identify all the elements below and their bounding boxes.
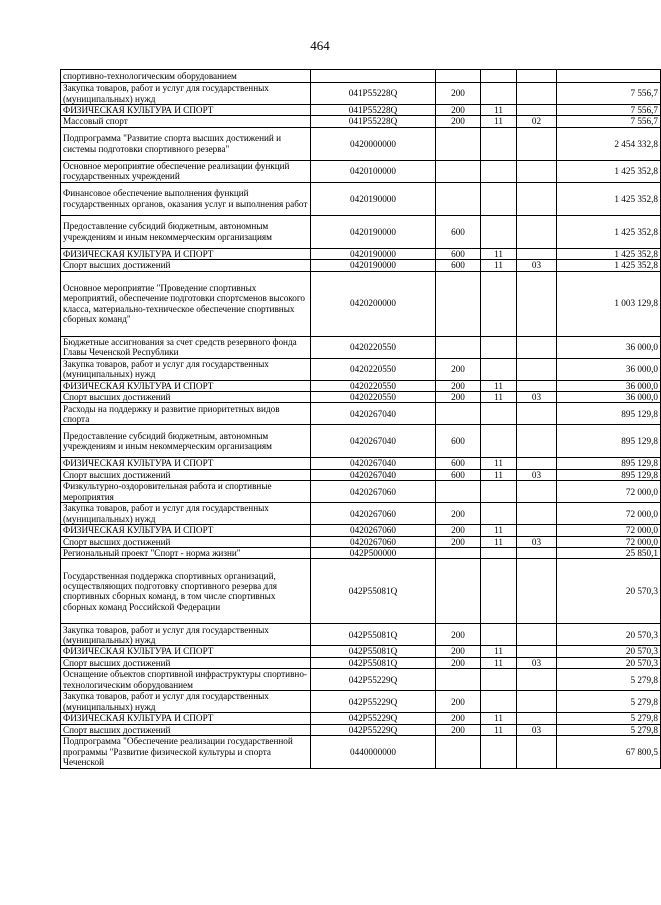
row-vr: 200	[436, 105, 481, 116]
row-name: ФИЗИЧЕСКАЯ КУЛЬТУРА И СПОРТ	[61, 458, 311, 469]
row-name: Подпрограмма "Обеспечение реализации государственной программы "Развитие физической культуры и спорта Чеченской	[61, 736, 311, 769]
row-amount: 36 000,0	[557, 392, 661, 403]
row-rz: 11	[481, 380, 517, 391]
row-pr	[517, 182, 557, 215]
table-row	[61, 536, 661, 547]
row-rz	[481, 425, 517, 458]
row-pr	[517, 83, 557, 105]
row-code: 0420267060	[311, 525, 436, 536]
row-amount: 20 570,3	[557, 657, 661, 668]
row-amount: 72 000,0	[557, 503, 661, 525]
row-vr: 200	[436, 713, 481, 724]
row-code: 0420267060	[311, 503, 436, 525]
row-amount: 5 279,8	[557, 724, 661, 735]
row-code: 041P55228Q	[311, 105, 436, 116]
row-name: Предоставление субсидий бюджетным, автономным учреждениям и иным некоммерческим организациям	[61, 215, 311, 248]
row-name: Бюджетные ассигнования за счет средств резервного фонда Главы Чеченской Республики	[61, 336, 311, 358]
table-row	[61, 736, 661, 769]
row-vr: 200	[436, 624, 481, 646]
row-rz	[481, 215, 517, 248]
row-code: 0420267040	[311, 469, 436, 480]
row-vr: 200	[436, 657, 481, 668]
row-pr: 02	[517, 116, 557, 127]
row-amount: 67 800,5	[557, 736, 661, 769]
row-pr: 03	[517, 469, 557, 480]
budget-table	[60, 69, 661, 769]
row-rz	[481, 669, 517, 691]
row-pr	[517, 646, 557, 657]
table-row	[61, 481, 661, 503]
table-row	[61, 336, 661, 358]
row-code: 0420220550	[311, 392, 436, 403]
row-rz	[481, 127, 517, 160]
row-pr	[517, 559, 557, 624]
table-row	[61, 713, 661, 724]
row-amount: 36 000,0	[557, 380, 661, 391]
row-vr: 200	[436, 646, 481, 657]
row-amount: 36 000,0	[557, 336, 661, 358]
page-number: 464	[310, 38, 330, 53]
row-vr	[436, 160, 481, 182]
row-rz: 11	[481, 713, 517, 724]
row-name: спортивно-технологическим оборудованием	[61, 70, 311, 83]
row-pr	[517, 713, 557, 724]
table-row	[61, 458, 661, 469]
table-row	[61, 657, 661, 668]
row-vr: 200	[436, 503, 481, 525]
row-code: 0420190000	[311, 260, 436, 271]
table-row	[61, 358, 661, 380]
row-pr	[517, 403, 557, 425]
row-name: Региональный проект "Спорт - норма жизни"	[61, 548, 311, 559]
row-name: Основное мероприятие обеспечение реализации функций государственных учреждений	[61, 160, 311, 182]
row-vr: 600	[436, 215, 481, 248]
row-pr	[517, 425, 557, 458]
row-name: Спорт высших достижений	[61, 392, 311, 403]
row-name: ФИЗИЧЕСКАЯ КУЛЬТУРА И СПОРТ	[61, 105, 311, 116]
row-name: Физкультурно-оздоровительная работа и спортивные мероприятия	[61, 481, 311, 503]
row-amount	[557, 70, 661, 83]
row-rz	[481, 83, 517, 105]
table-row	[61, 624, 661, 646]
table-row	[61, 116, 661, 127]
row-rz: 11	[481, 260, 517, 271]
row-code: 042P55229Q	[311, 669, 436, 691]
row-name: Основное мероприятие "Проведение спортивных мероприятий, обеспечение подготовки спортсменов высокого класса, материально-техническое обеспечение спортивных сборных команд"	[61, 271, 311, 336]
row-rz	[481, 559, 517, 624]
row-pr	[517, 503, 557, 525]
row-name: Закупка товаров, работ и услуг для государственных (муниципальных) нужд	[61, 624, 311, 646]
row-name: Предоставление субсидий бюджетным, автономным учреждениям и иным некоммерческим организациям	[61, 425, 311, 458]
row-vr: 200	[436, 116, 481, 127]
row-amount: 72 000,0	[557, 536, 661, 547]
row-vr	[436, 559, 481, 624]
table-row	[61, 392, 661, 403]
row-rz	[481, 481, 517, 503]
row-vr	[436, 481, 481, 503]
table-row	[61, 548, 661, 559]
row-amount: 1 425 352,8	[557, 260, 661, 271]
row-code: 0420267060	[311, 536, 436, 547]
row-name: Подпрограмма "Развитие спорта высших достижений и системы подготовки спортивного резерва"	[61, 127, 311, 160]
row-rz: 11	[481, 646, 517, 657]
row-pr: 03	[517, 724, 557, 735]
row-rz	[481, 691, 517, 713]
row-code: 041P55228Q	[311, 116, 436, 127]
row-amount: 20 570,3	[557, 646, 661, 657]
row-pr	[517, 70, 557, 83]
row-rz	[481, 503, 517, 525]
row-amount: 895 129,8	[557, 469, 661, 480]
row-code: 0420190000	[311, 182, 436, 215]
row-rz: 11	[481, 469, 517, 480]
table-row	[61, 127, 661, 160]
row-amount: 1 425 352,8	[557, 248, 661, 259]
row-pr	[517, 481, 557, 503]
row-pr: 03	[517, 536, 557, 547]
row-vr: 200	[436, 380, 481, 391]
row-rz: 11	[481, 105, 517, 116]
row-rz	[481, 336, 517, 358]
table-row	[61, 271, 661, 336]
row-amount: 5 279,8	[557, 713, 661, 724]
row-pr	[517, 691, 557, 713]
table-row	[61, 559, 661, 624]
row-amount: 20 570,3	[557, 559, 661, 624]
row-code: 042P55229Q	[311, 691, 436, 713]
row-name: Спорт высших достижений	[61, 260, 311, 271]
row-name: Закупка товаров, работ и услуг для государственных (муниципальных) нужд	[61, 83, 311, 105]
row-code: 0420190000	[311, 215, 436, 248]
row-pr	[517, 160, 557, 182]
row-vr	[436, 669, 481, 691]
table-row	[61, 70, 661, 83]
row-name: Спорт высших достижений	[61, 536, 311, 547]
row-vr: 600	[436, 248, 481, 259]
row-pr	[517, 127, 557, 160]
row-code: 042P55081Q	[311, 624, 436, 646]
row-vr: 200	[436, 358, 481, 380]
row-code: 0420220550	[311, 336, 436, 358]
row-pr	[517, 736, 557, 769]
row-rz	[481, 271, 517, 336]
table-row	[61, 691, 661, 713]
row-code: 0420267040	[311, 425, 436, 458]
row-name: Спорт высших достижений	[61, 724, 311, 735]
row-amount: 1 425 352,8	[557, 182, 661, 215]
row-name: ФИЗИЧЕСКАЯ КУЛЬТУРА И СПОРТ	[61, 248, 311, 259]
row-pr	[517, 380, 557, 391]
row-rz	[481, 182, 517, 215]
table-row	[61, 380, 661, 391]
row-name: Финансовое обеспечение выполнения функций государственных органов, оказания услуг и выполнения работ	[61, 182, 311, 215]
row-name: Спорт высших достижений	[61, 657, 311, 668]
row-rz	[481, 624, 517, 646]
row-code	[311, 70, 436, 83]
row-code: 042P55229Q	[311, 724, 436, 735]
row-rz: 11	[481, 525, 517, 536]
row-name: Государственная поддержка спортивных организаций, осуществляющих подготовку спортивного резерва для спортивных сборных команд, в том числе спортивных сборных команд Российской Федерации	[61, 559, 311, 624]
row-name: Закупка товаров, работ и услуг для государственных (муниципальных) нужд	[61, 503, 311, 525]
row-rz	[481, 160, 517, 182]
row-pr	[517, 669, 557, 691]
budget-table-body	[61, 70, 661, 769]
row-name: Массовый спорт	[61, 116, 311, 127]
row-code: 0420220550	[311, 358, 436, 380]
row-pr	[517, 248, 557, 259]
table-row	[61, 182, 661, 215]
row-rz: 11	[481, 116, 517, 127]
row-amount: 72 000,0	[557, 481, 661, 503]
table-row	[61, 724, 661, 735]
row-vr: 200	[436, 691, 481, 713]
row-pr	[517, 105, 557, 116]
row-name: Закупка товаров, работ и услуг для государственных (муниципальных) нужд	[61, 691, 311, 713]
row-rz	[481, 548, 517, 559]
row-code: 0420190000	[311, 248, 436, 259]
table-row	[61, 260, 661, 271]
row-code: 0420000000	[311, 127, 436, 160]
table-row	[61, 469, 661, 480]
row-amount: 2 454 332,8	[557, 127, 661, 160]
row-vr: 200	[436, 83, 481, 105]
row-pr	[517, 271, 557, 336]
table-row	[61, 425, 661, 458]
row-vr	[436, 336, 481, 358]
row-code: 0420200000	[311, 271, 436, 336]
row-code: 042P55229Q	[311, 713, 436, 724]
row-vr: 200	[436, 392, 481, 403]
table-row	[61, 646, 661, 657]
row-vr: 200	[436, 525, 481, 536]
row-code: 0420100000	[311, 160, 436, 182]
table-row	[61, 215, 661, 248]
row-amount: 7 556,7	[557, 116, 661, 127]
row-code: 0420220550	[311, 380, 436, 391]
row-name: ФИЗИЧЕСКАЯ КУЛЬТУРА И СПОРТ	[61, 525, 311, 536]
row-name: ФИЗИЧЕСКАЯ КУЛЬТУРА И СПОРТ	[61, 713, 311, 724]
row-rz: 11	[481, 724, 517, 735]
table-row	[61, 248, 661, 259]
row-vr	[436, 127, 481, 160]
table-row	[61, 105, 661, 116]
row-code: 0420267040	[311, 403, 436, 425]
row-code: 042P55081Q	[311, 559, 436, 624]
row-amount: 5 279,8	[557, 691, 661, 713]
table-row	[61, 525, 661, 536]
row-rz: 11	[481, 536, 517, 547]
row-code: 041P55228Q	[311, 83, 436, 105]
table-row	[61, 403, 661, 425]
row-rz: 11	[481, 248, 517, 259]
row-amount: 7 556,7	[557, 83, 661, 105]
row-amount: 5 279,8	[557, 669, 661, 691]
row-pr: 03	[517, 260, 557, 271]
row-code: 0420267060	[311, 481, 436, 503]
table-row	[61, 160, 661, 182]
row-vr	[436, 271, 481, 336]
row-code: 042P500000	[311, 548, 436, 559]
row-vr: 200	[436, 724, 481, 735]
row-amount: 1 425 352,8	[557, 215, 661, 248]
row-rz: 11	[481, 657, 517, 668]
row-name: Расходы на поддержку и развитие приоритетных видов спорта	[61, 403, 311, 425]
row-rz: 11	[481, 392, 517, 403]
row-name: Спорт высших достижений	[61, 469, 311, 480]
row-code: 0420267040	[311, 458, 436, 469]
row-rz	[481, 736, 517, 769]
row-vr: 600	[436, 425, 481, 458]
row-amount: 7 556,7	[557, 105, 661, 116]
row-vr	[436, 403, 481, 425]
row-code: 042P55081Q	[311, 657, 436, 668]
row-code: 0440000000	[311, 736, 436, 769]
row-vr	[436, 548, 481, 559]
row-pr: 03	[517, 657, 557, 668]
row-name: Оснащение объектов спортивной инфраструктуры спортивно-технологическим оборудованием	[61, 669, 311, 691]
row-vr	[436, 736, 481, 769]
row-amount: 1 003 129,8	[557, 271, 661, 336]
row-pr	[517, 336, 557, 358]
row-amount: 20 570,3	[557, 624, 661, 646]
table-row	[61, 669, 661, 691]
row-amount: 1 425 352,8	[557, 160, 661, 182]
row-name: Закупка товаров, работ и услуг для государственных (муниципальных) нужд	[61, 358, 311, 380]
row-rz	[481, 70, 517, 83]
row-amount: 895 129,8	[557, 458, 661, 469]
row-vr: 200	[436, 536, 481, 547]
row-amount: 72 000,0	[557, 525, 661, 536]
row-rz	[481, 358, 517, 380]
row-amount: 36 000,0	[557, 358, 661, 380]
row-amount: 895 129,8	[557, 425, 661, 458]
row-pr	[517, 358, 557, 380]
row-pr	[517, 215, 557, 248]
row-pr	[517, 548, 557, 559]
row-vr	[436, 70, 481, 83]
table-row	[61, 83, 661, 105]
row-vr	[436, 182, 481, 215]
row-pr: 03	[517, 392, 557, 403]
row-code: 042P55081Q	[311, 646, 436, 657]
row-vr: 600	[436, 469, 481, 480]
row-vr: 600	[436, 458, 481, 469]
row-name: ФИЗИЧЕСКАЯ КУЛЬТУРА И СПОРТ	[61, 646, 311, 657]
row-rz	[481, 403, 517, 425]
row-vr: 600	[436, 260, 481, 271]
row-name: ФИЗИЧЕСКАЯ КУЛЬТУРА И СПОРТ	[61, 380, 311, 391]
row-amount: 25 850,1	[557, 548, 661, 559]
row-pr	[517, 525, 557, 536]
row-pr	[517, 458, 557, 469]
row-pr	[517, 624, 557, 646]
row-rz: 11	[481, 458, 517, 469]
row-amount: 895 129,8	[557, 403, 661, 425]
table-row	[61, 503, 661, 525]
